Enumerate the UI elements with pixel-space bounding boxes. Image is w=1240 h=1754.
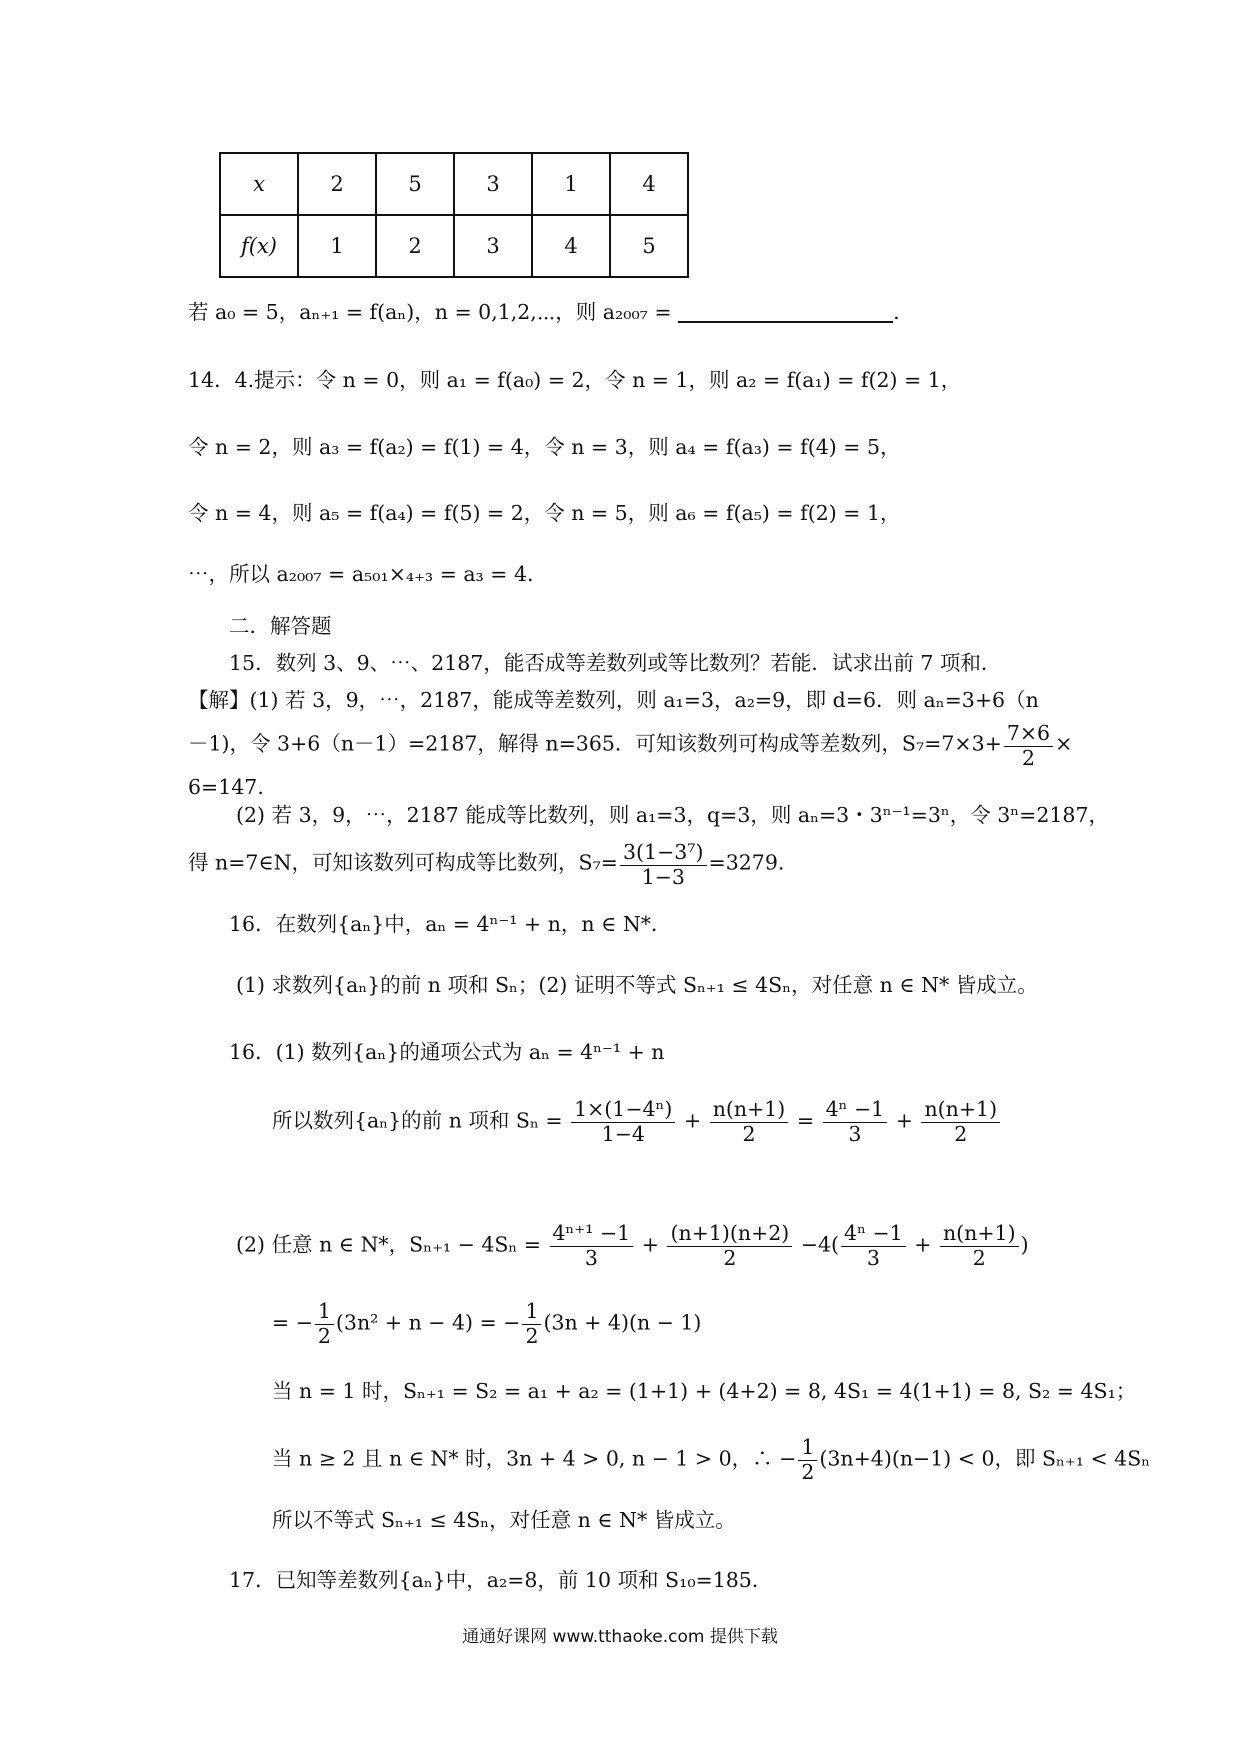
equals-sign: = (796, 1108, 815, 1133)
problem-15-sol2-line2 (188, 841, 784, 889)
sum-fraction-3 (823, 1098, 888, 1146)
section-heading: 二．解答题 (229, 614, 332, 638)
problem-16-parts: (1) 求数列{aₙ}的前 n 项和 Sₙ；(2) 证明不等式 Sₙ₊₁ ≤ 4Sₙ，对任意 n ∈ N* 皆成立。 (236, 973, 1038, 997)
answer-16-part2-line (236, 1222, 1029, 1270)
fraction-numerator: 4ⁿ −1 (823, 1098, 888, 1123)
problem-15-sol1-line3: 6=147. (188, 775, 264, 799)
plus-sign: + (895, 1108, 913, 1133)
sol2-fraction (620, 841, 707, 889)
simplify-fraction-1 (315, 1300, 334, 1348)
sum-fraction-4 (921, 1098, 1000, 1146)
answer-16-case2 (272, 1436, 1150, 1484)
problem-15-sol1-line1: 【解】(1) 若 3，9，⋯，2187，能成等差数列，则 a₁=3，a₂=9，即 d=6．则 aₙ=3+6（n (188, 688, 1039, 712)
sol2-text-b: =3279. (708, 850, 785, 875)
answer-16-conclusion: 所以不等式 Sₙ₊₁ ≤ 4Sₙ，对任意 n ∈ N* 皆成立。 (272, 1508, 736, 1532)
simplify-prefix: = − (272, 1310, 313, 1335)
fraction-denominator: 2 (972, 1245, 986, 1270)
table-cell: 2 (376, 215, 454, 277)
table-cell: 5 (376, 153, 454, 215)
case2-fraction (798, 1436, 817, 1484)
simplify-end: (3n + 4)(n − 1) (543, 1310, 702, 1335)
fraction-denominator: 3 (848, 1121, 862, 1146)
answer-16-case1: 当 n = 1 时，Sₙ₊₁ = S₂ = a₁ + a₂ = (1+1) + (4+2) = 8, 4S₁ = 4(1+1) = 8, S₂ = 4S₁； (272, 1379, 1137, 1403)
fraction-denominator: 3 (584, 1245, 598, 1270)
sum-fraction-2 (710, 1098, 789, 1146)
fraction-numerator: (n+1)(n+2) (667, 1222, 792, 1247)
answer-blank (678, 303, 893, 323)
problem-13-line: 若 a₀ = 5，aₙ₊₁ = f(aₙ)，n = 0,1,2,⋯，则 a₂₀₀₇ = . (188, 300, 900, 324)
part2-mid: −4( (800, 1232, 840, 1257)
answer-16-simplify-line (272, 1300, 701, 1348)
fraction-denominator: 2 (525, 1323, 539, 1348)
fraction-numerator: n(n+1) (940, 1222, 1019, 1247)
table-header-fx: f(x) (220, 215, 298, 277)
part2-fraction-4 (940, 1222, 1019, 1270)
answer-14-line1: 14．4.提示：令 n = 0，则 a₁ = f(a₀) = 2，令 n = 1，则 a₂ = f(a₁) = f(2) = 1， (188, 368, 962, 392)
table-header-x: x (220, 153, 298, 215)
function-table (219, 152, 689, 278)
part2-fraction-2 (667, 1222, 792, 1270)
problem-13-text: a₀ = 5，aₙ₊₁ = f(aₙ)，n = 0,1,2,⋯，则 a₂₀₀₇ = (215, 300, 672, 324)
fraction-numerator: n(n+1) (710, 1098, 789, 1123)
problem-17-question: 17．已知等差数列{aₙ}中，a₂=8，前 10 项和 S₁₀=185． (229, 1568, 773, 1592)
part2-prefix: (2) 任意 n ∈ N*，Sₙ₊₁ − 4Sₙ = (236, 1232, 541, 1257)
table-cell: 4 (610, 153, 688, 215)
plus-sign: + (914, 1232, 932, 1257)
plus-sign: + (683, 1108, 702, 1133)
fraction-numerator: 7×6 (1004, 722, 1053, 747)
sol2-text-a: 得 n=7∈N，可知该数列可构成等比数列，S₇= (188, 850, 618, 875)
fraction-denominator: 3 (866, 1245, 880, 1270)
table-row (220, 215, 688, 277)
table-cell: 5 (610, 215, 688, 277)
part2-fraction-1 (550, 1222, 634, 1270)
fraction-numerator: n(n+1) (921, 1098, 1000, 1123)
fraction-denominator: 2 (317, 1323, 331, 1348)
answer-16-line1: 16．(1) 数列{aₙ}的通项公式为 aₙ = 4ⁿ⁻¹ + n (229, 1040, 665, 1064)
case2-text-a: 当 n ≥ 2 且 n ∈ N* 时，3n + 4 > 0, n − 1 > 0，∴ − (272, 1446, 797, 1471)
fraction-numerator: 4ⁿ −1 (841, 1222, 906, 1247)
problem-15-sol2-line1: (2) 若 3，9，⋯，2187 能成等比数列，则 a₁=3，q=3，则 aₙ=3・3ⁿ⁻¹=3ⁿ，令 3ⁿ=2187， (236, 803, 1110, 827)
table-cell: 3 (454, 215, 532, 277)
answer-14-line3: 令 n = 4，则 a₅ = f(a₄) = f(5) = 2，令 n = 5，则 a₆ = f(a₅) = f(2) = 1， (188, 501, 901, 525)
sol1-text-a: －1)，令 3+6（n－1）=2187，解得 n=365．可知该数列可构成等差数列，S₇=7×3+ (188, 731, 1002, 756)
problem-13-prefix: 若 (188, 300, 209, 324)
table-row (220, 153, 688, 215)
table-cell: 3 (454, 153, 532, 215)
fraction-denominator: 2 (954, 1121, 968, 1146)
fraction-numerator: 4ⁿ⁺¹ −1 (550, 1222, 634, 1247)
problem-15-question: 15．数列 3、9、⋯、2187，能否成等差数列或等比数列？若能．试求出前 7 项和． (229, 651, 1002, 675)
fraction-numerator: 3(1−3⁷) (620, 841, 707, 866)
table-cell: 1 (532, 153, 610, 215)
page-footer: 通通好课网 www.tthaoke.com 提供下载 (462, 1627, 778, 1647)
simplify-fraction-2 (522, 1300, 541, 1348)
sol1-fraction (1004, 722, 1053, 770)
problem-16-question: 16．在数列{aₙ}中，aₙ = 4ⁿ⁻¹ + n，n ∈ N*． (229, 912, 672, 936)
sol1-text-b: × (1055, 731, 1073, 756)
answer-16-sum-line (272, 1098, 1002, 1146)
answer-14-line2: 令 n = 2，则 a₃ = f(a₂) = f(1) = 4，令 n = 3，则 a₄ = f(a₃) = f(4) = 5， (188, 435, 901, 459)
part2-fraction-3 (841, 1222, 906, 1270)
sum-fraction-1 (571, 1098, 675, 1146)
fraction-denominator: 1−4 (601, 1121, 645, 1146)
table-cell: 1 (298, 215, 376, 277)
fraction-denominator: 2 (801, 1459, 815, 1484)
answer-14-line4: ⋯，所以 a₂₀₀₇ = a₅₀₁×₄₊₃ = a₃ = 4. (188, 562, 534, 586)
case2-text-b: (3n+4)(n−1) < 0，即 Sₙ₊₁ < 4Sₙ (819, 1446, 1151, 1471)
simplify-mid: (3n² + n − 4) = − (335, 1310, 521, 1335)
sum-prefix: 所以数列{aₙ}的前 n 项和 Sₙ = (272, 1108, 563, 1133)
fraction-denominator: 2 (723, 1245, 737, 1270)
table-cell: 4 (532, 215, 610, 277)
table-cell: 2 (298, 153, 376, 215)
part2-close: ) (1020, 1232, 1029, 1257)
fraction-denominator: 2 (742, 1121, 756, 1146)
fraction-numerator: 1×(1−4ⁿ) (571, 1098, 675, 1123)
problem-15-sol1-line2 (188, 722, 1072, 770)
fraction-numerator: 1 (522, 1300, 541, 1325)
plus-sign: + (641, 1232, 659, 1257)
fraction-numerator: 1 (315, 1300, 334, 1325)
fraction-denominator: 2 (1021, 745, 1035, 770)
fraction-denominator: 1−3 (641, 864, 685, 889)
fraction-numerator: 1 (798, 1436, 817, 1461)
